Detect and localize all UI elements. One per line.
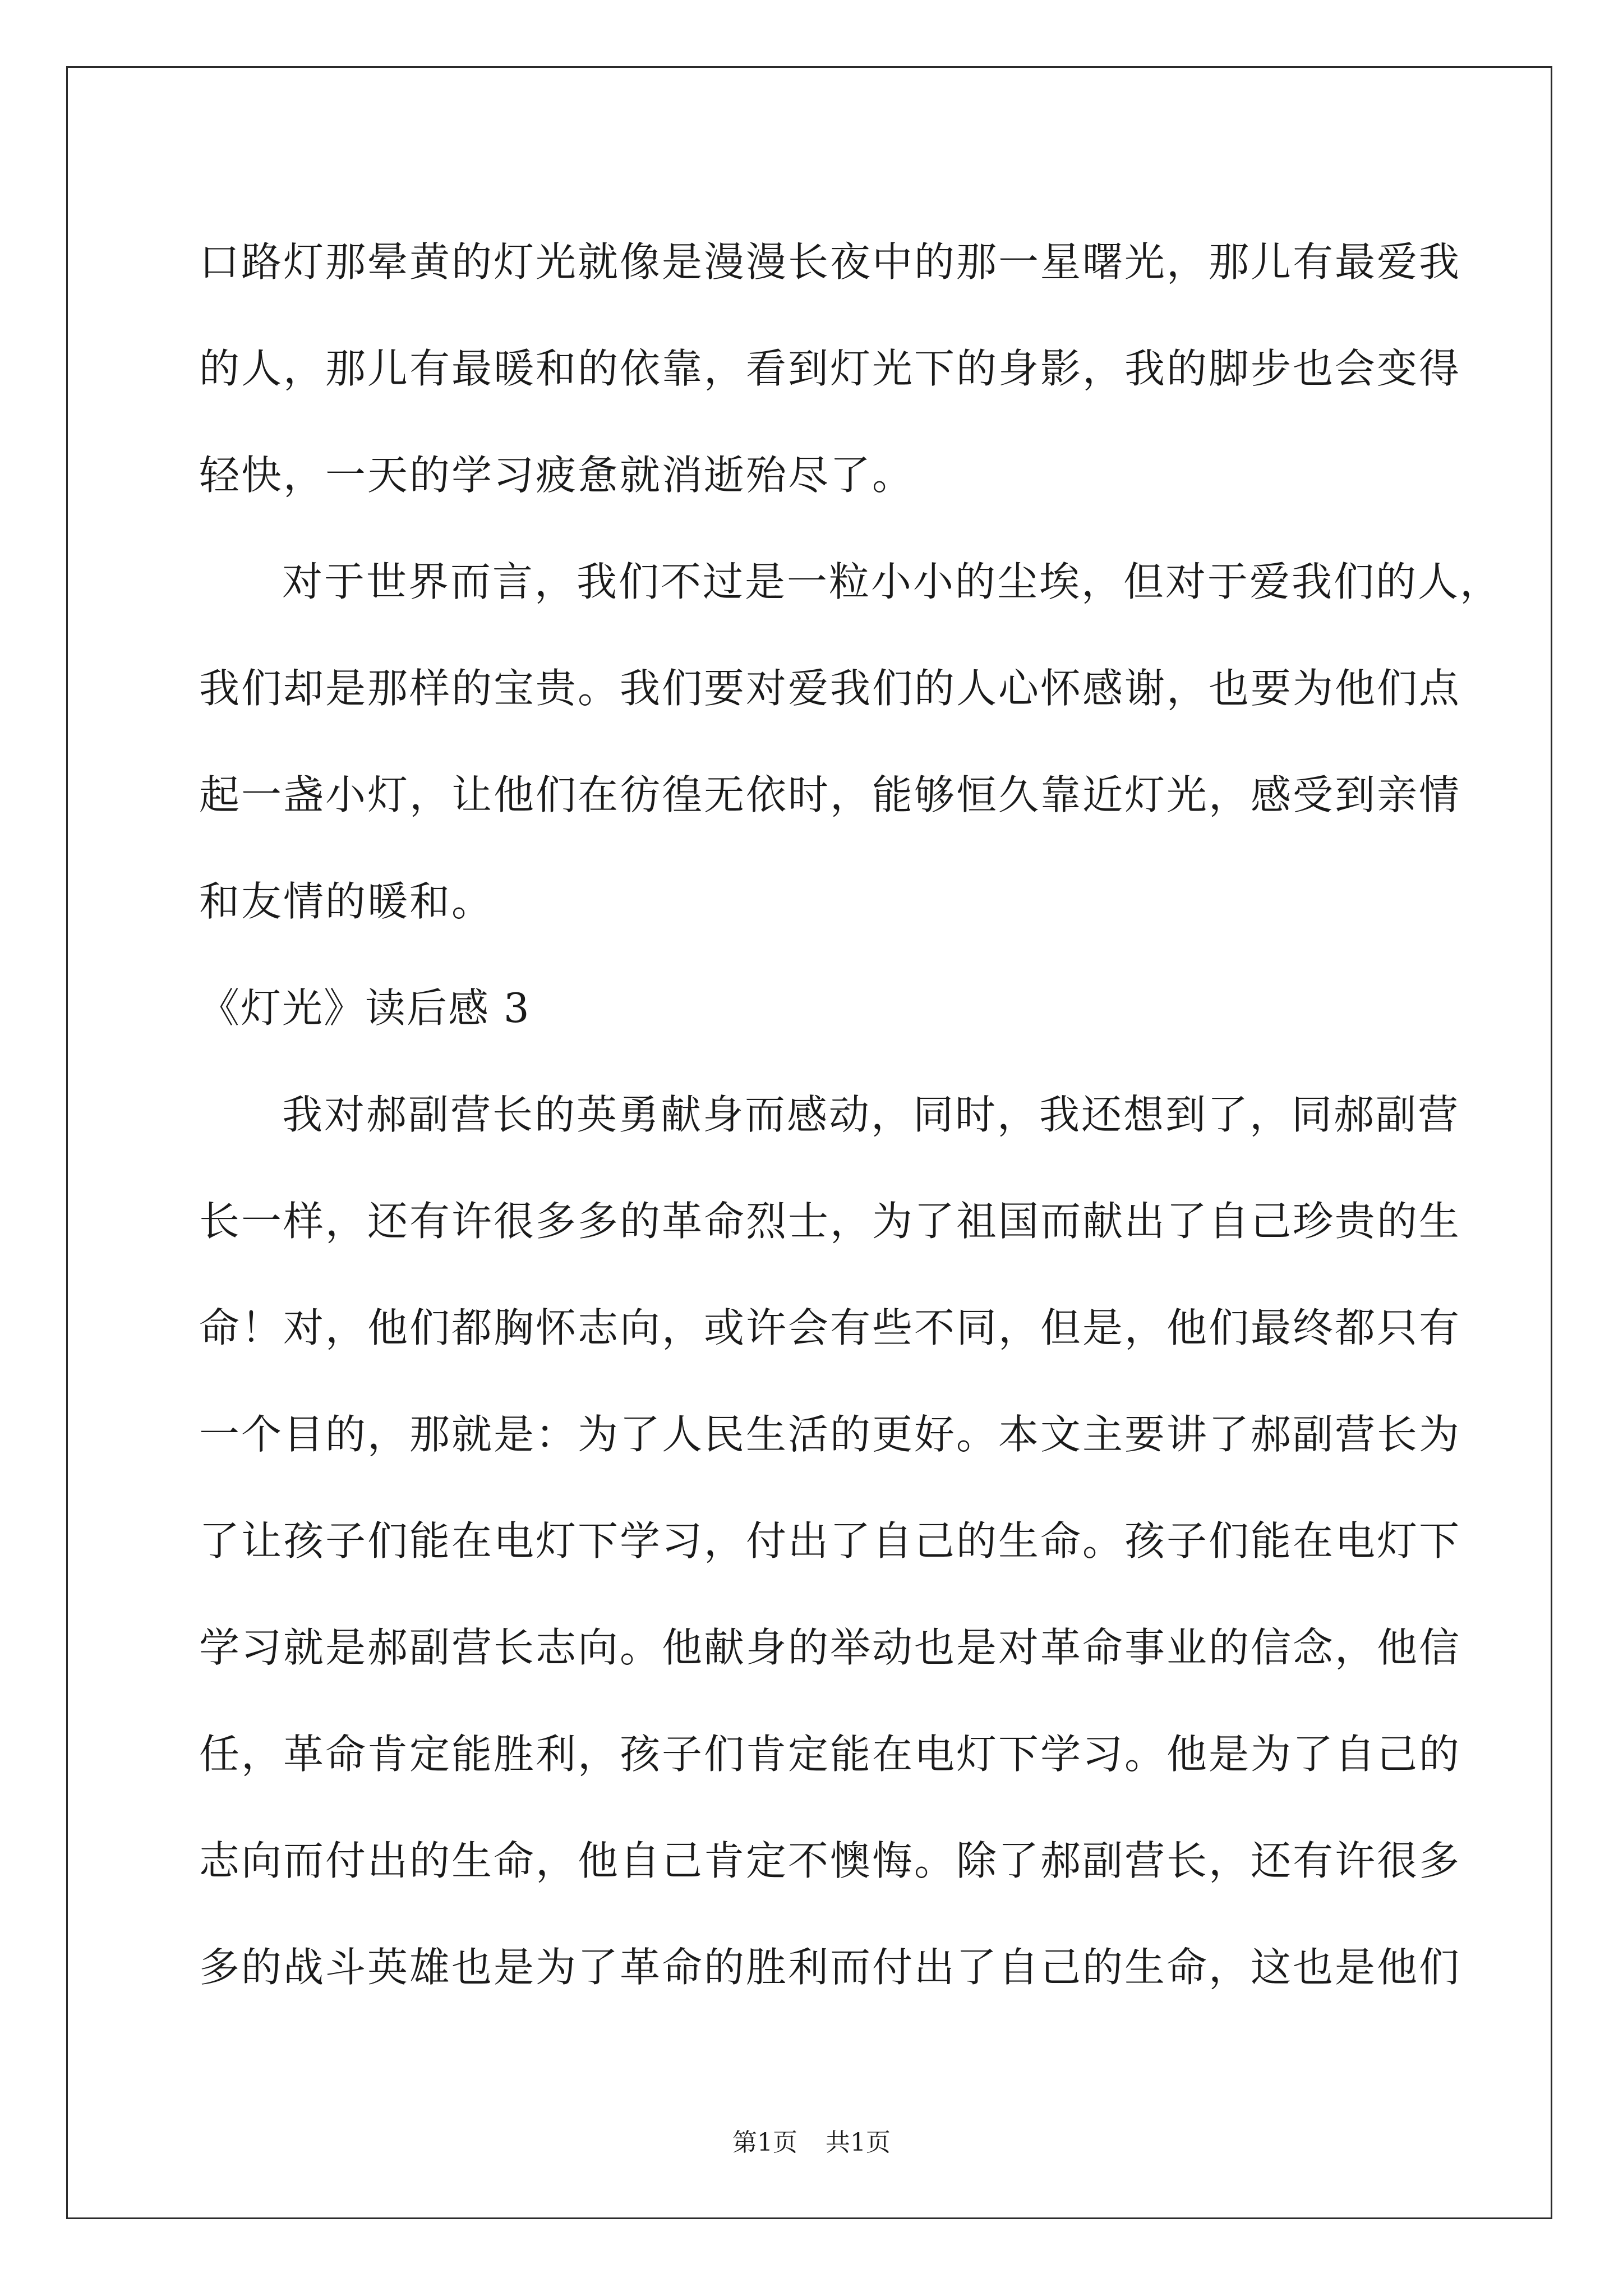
section-heading	[199, 955, 1424, 1061]
text-line: 我们却是那样的宝贵。我们要对爱我们的人心怀感谢，也要为他们点	[199, 665, 1461, 712]
text-line: 我对郝副营长的英勇献身而感动，同时，我还想到了，同郝副营	[282, 1091, 1460, 1138]
text-line: 长一样，还有许很多多的革命烈士，为了祖国而献出了自己珍贵的生	[199, 1198, 1461, 1245]
text-line: 了让孩子们能在电灯下学习，付出了自己的生命。孩子们能在电灯下	[199, 1517, 1461, 1565]
text-line: 轻快，一天的学习疲惫就消逝殆尽了。	[199, 452, 915, 499]
text-line: 一个目的，那就是：为了人民生活的更好。本文主要讲了郝副营长为	[199, 1411, 1461, 1458]
page-footer	[0, 2126, 1623, 2160]
text-line: 和友情的暖和。	[199, 878, 494, 925]
paragraph	[199, 209, 1461, 528]
page-number-current: 第1页	[732, 2128, 797, 2157]
text-line: 任，革命肯定能胜利，孩子们肯定能在电灯下学习。他是为了自己的	[199, 1731, 1461, 1778]
text-line: 起一盏小灯，让他们在彷徨无依时，能够恒久靠近灯光，感受到亲情	[199, 771, 1461, 818]
text-line: 命！对，他们都胸怀志向，或许会有些不同，但是，他们最终都只有	[199, 1304, 1461, 1351]
paragraph	[199, 1061, 1461, 2021]
text-line: 的人，那儿有最暖和的依靠，看到灯光下的身影，我的脚步也会变得	[199, 345, 1461, 392]
paragraph	[199, 528, 1502, 955]
text-line: 对于世界而言，我们不过是一粒小小的尘埃，但对于爱我们的人，	[282, 558, 1502, 605]
text-line: 学习就是郝副营长志向。他献身的举动也是对革命事业的信念，他信	[199, 1624, 1461, 1671]
text-line: 口路灯那晕黄的灯光就像是漫漫长夜中的那一星曙光，那儿有最爱我	[199, 238, 1461, 286]
document-body	[199, 209, 1502, 2021]
text-line: 志向而付出的生命，他自己肯定不懊悔。除了郝副营长，还有许很多	[199, 1837, 1461, 1884]
heading-text: 《灯光》读后感 3	[199, 984, 531, 1032]
text-line: 多的战斗英雄也是为了革命的胜利而付出了自己的生命，这也是他们	[199, 1944, 1461, 1991]
page-number-total: 共1页	[826, 2128, 891, 2157]
